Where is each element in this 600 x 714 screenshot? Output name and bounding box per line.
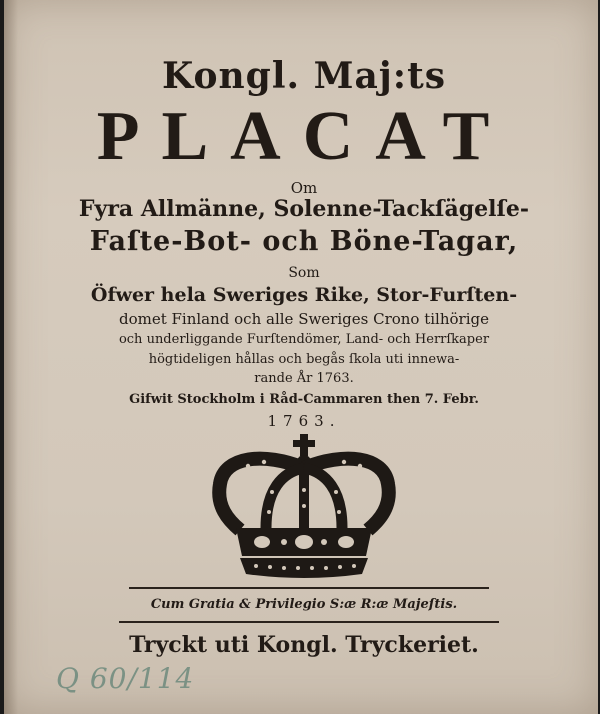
crown-icon xyxy=(204,432,404,580)
divider-top xyxy=(129,587,489,589)
text-year: 1763. xyxy=(267,412,341,430)
privilege-line: Cum Gratia & Privilegio S:æ R:æ Majeſtis. xyxy=(150,597,458,612)
text-line-5: och underliggande Furſtendömer, Land- och Herrſkaper xyxy=(118,332,490,347)
text-line-3: Öfwer hela Sweriges Rike, Stor-Furſten- xyxy=(90,284,518,306)
printer-line: Tryckt uti Kongl. Tryckeriet. xyxy=(129,632,479,658)
text-line-7: rande År 1763. xyxy=(254,371,354,386)
document-page xyxy=(4,0,598,714)
title-placat: PLACAT xyxy=(96,98,512,175)
title-line-1: Kongl. Maj:ts xyxy=(162,55,446,97)
text-som: Som xyxy=(288,265,320,281)
text-line-1: Fyra Allmänne, Solenne-Tackſägelſe- xyxy=(78,196,530,222)
text-om: Om xyxy=(290,179,318,197)
text-line-8: Gifwit Stockholm i Råd-Cammaren then 7. Febr. xyxy=(129,392,479,407)
text-line-4: domet Finland och alle Sweriges Crono tilhörige xyxy=(118,310,489,328)
divider-middle xyxy=(119,621,499,623)
text-line-2: Faſte-Bot- och Böne-Tagar, xyxy=(89,226,519,257)
text-line-6: högtideligen hållas och begås ſkola uti innewa- xyxy=(148,352,460,367)
shelfmark-annotation: Q 60/114 xyxy=(56,662,195,695)
